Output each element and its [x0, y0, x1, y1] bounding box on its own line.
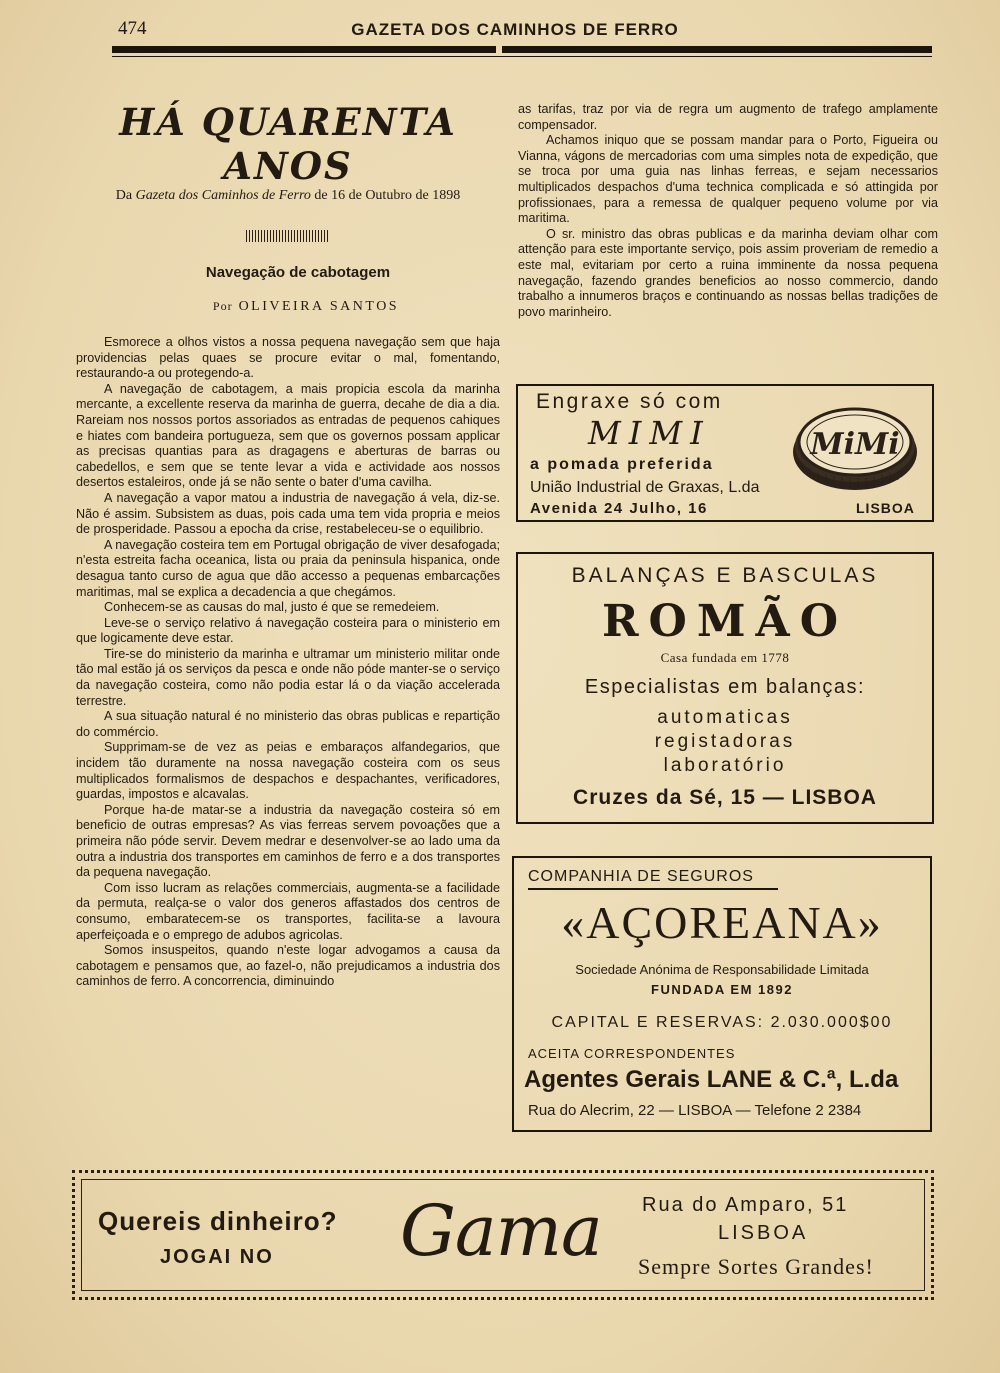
byline-por: Por	[212, 299, 233, 313]
article-right-column	[518, 102, 938, 320]
article-subtitle: Navegação de cabotagem	[205, 264, 391, 281]
romao-type: registadoras	[654, 731, 796, 752]
romao-specialty: Especialistas em balanças:	[584, 676, 866, 698]
romao-type: laboratório	[663, 755, 787, 776]
acoreana-underline	[528, 888, 778, 890]
romao-type: automaticas	[657, 707, 793, 728]
romao-address: Cruzes da Sé, 15 — LISBOA	[573, 786, 877, 809]
header-rule-right	[502, 46, 932, 53]
romao-brand: ROMÃO	[601, 596, 849, 647]
acoreana-capital: CAPITAL E RESERVAS: 2.030.000$00	[551, 1014, 893, 1031]
paragraph: A navegação de cabotagem, a mais propicia escola da marinha mercante, a excellente reserva da marinha de guerra, decahe de dia a dia. Rareiam nos nossos portos assoriados as entradas de pequenos cahiques e hiates com bandeira portugueza, sem que os governos possam applicar as precisas quantias para as dragagens e aberturas de barras ou cabedellos, e sem que se tente levar a vida e actividade aos nossos desertos estaleiros, onde já se não sente o bater d'uma cavilha.	[76, 381, 500, 490]
byline-author: OLIVEIRA SANTOS	[238, 299, 400, 314]
gama-address: Rua do Amparo, 51	[642, 1194, 849, 1216]
acoreana-address: Rua do Alecrim, 22 — LISBOA — Telefone 2 2384	[528, 1102, 862, 1119]
gama-play: JOGAI NO	[160, 1246, 274, 1268]
acoreana-founded: FUNDADA EM 1892	[651, 982, 793, 997]
acoreana-agents: Agentes Gerais LANE & C.ª, L.da	[524, 1066, 899, 1093]
mimi-headline: Engraxe só com	[536, 390, 723, 413]
tin-label: MiMi	[810, 427, 900, 462]
mimi-brand: MIMI	[588, 414, 711, 452]
paragraph: Porque ha-de matar-se a industria da navegação costeira só em beneficio de outras empresas? As vias ferreas servem povoações que a primeira não póde servir. Devem medrar e desenvolver-se ao lado uma da outra a industria dos transportes em caminhos de ferro e a dos transportes da pequena navegação.	[76, 802, 500, 880]
paragraph: Tire-se do ministerio da marinha e ultramar um ministerio militar onde tão mal estão já os serviços da pesca e onde não póde manter-se o serviço da navegação costeira, como não podia estar lá o da viação accelerada terrestre.	[76, 646, 500, 708]
acoreana-correspondents: ACEITA CORRESPONDENTES	[528, 1046, 736, 1061]
mimi-address: Avenida 24 Julho, 16	[530, 500, 708, 517]
paragraph: Supprimam-se de vez as peias e embaraços alfandegarios, que incidem tão duramente na nossa navegação costeira com os seus multiplicados formalismos de despachos e despachantes, verificadores, guardas, impostos e alcavalas.	[76, 740, 500, 802]
header-rule-left	[112, 46, 496, 53]
paragraph: A navegação costeira tem em Portugal obrigação de viver desafogada; n'esta estreita facha oceanica, lista ou praia da peninsula hispanica, onde desagua tanto curso de agua que dão accesso a pequenas embarcações maritimas, mal se explica a decadencia a que chegámos.	[76, 537, 500, 599]
ad-gama-inner-frame	[81, 1179, 925, 1291]
ad-mimi	[516, 384, 934, 522]
article-title: HÁ QUARENTA ANOS	[119, 100, 457, 188]
article-byline	[112, 299, 500, 315]
acoreana-headline: COMPANHIA DE SEGUROS	[528, 868, 754, 885]
paragraph: O sr. ministro das obras publicas e da marinha deviam olhar com attenção para este importante serviço, pois assim proveriam de remedio a este mal, evitariam por certo a ruina imminente da nossa pequena navegação, fazendo grandes beneficios ao nosso commercio, dando trabalho a innumeros braços e continuando as nossas bellas tradições de povo marinheiro.	[518, 226, 938, 319]
running-title: GAZETA DOS CAMINHOS DE FERRO	[351, 20, 679, 39]
romao-types	[518, 706, 932, 778]
romao-founded: Casa fundada em 1778	[660, 650, 790, 665]
gama-city: LISBOA	[718, 1222, 809, 1244]
romao-headline: BALANÇAS E BASCULAS	[571, 564, 879, 587]
page-number: 474	[118, 18, 147, 39]
gama-slogan: Sempre Sortes Grandes!	[638, 1254, 874, 1279]
article-left-column	[76, 100, 500, 990]
header-rule-thin	[112, 56, 932, 57]
ad-romao	[516, 552, 934, 824]
mimi-company: União Industrial de Graxas, L.da	[530, 479, 760, 496]
ad-acoreana	[512, 856, 932, 1132]
source-journal: Gazeta dos Caminhos de Ferro	[135, 188, 311, 203]
article-source	[76, 188, 500, 204]
paragraph: Esmorece a olhos vistos a nossa pequena navegação sem que haja providencias pelas quaes se procure evitar o mal, fomentando, restaurando-a ou protegendo-a.	[76, 335, 500, 381]
source-suffix: de 16 de Outubro de 1898	[310, 188, 461, 203]
polish-tin-icon	[790, 394, 920, 494]
ornament-divider	[246, 230, 330, 242]
acoreana-legal: Sociedade Anónima de Responsabilidade Limitada	[575, 962, 869, 977]
gama-question: Quereis dinheiro?	[98, 1206, 338, 1236]
paragraph: Leve-se o serviço relativo á navegação costeira para o ministerio em que logicamente deve estar.	[76, 615, 500, 646]
paragraph: Somos insuspeitos, quando n'este logar advogamos a causa da cabotagem e pensamos que, ao fazel-o, não prejudicamos a industria dos caminhos de ferro. A concorrencia, diminuindo	[76, 943, 500, 989]
paragraph: A sua situação natural é no ministerio das obras publicas e repartição do commércio.	[76, 709, 500, 739]
article-body	[76, 335, 500, 990]
source-prefix: Da	[115, 188, 136, 203]
mimi-city: LISBOA	[856, 500, 915, 516]
gama-brand: Gama	[400, 1190, 602, 1272]
acoreana-brand: «AÇOREANA»	[561, 897, 883, 948]
paragraph: A navegação a vapor matou a industria de navegação á vela, diz-se. Não é assim. Subsistem as duas, pois cada uma tem vida propria e meios de prosperidade. Passou a epocha da crise, restabeleceu-se o equilibrio.	[76, 490, 500, 537]
paragraph: Com isso lucram as relações commerciais, augmenta-se a facilidade da permuta, realça-se o valor dos generos affastados dos centros de consumo, embaratecem-se os transportes, facilita-se a lavoura aperfeiçoada e o emprego de adubos agricolas.	[76, 880, 500, 942]
ad-gama	[72, 1170, 934, 1300]
paragraph: Achamos iniquo que se possam mandar para o Porto, Figueira ou Vianna, vágons de mercadorias com uma simples nota de expedição, que se troca por uma guia nas linhas ferreas, e sejam necessarios multiplicados despachos d'uma technica complicada e só attingida por profissionaes, para a remessa de qualquer pequeno volume por via maritima.	[518, 133, 938, 226]
paragraph: as tarifas, traz por via de regra um augmento de trafego amplamente compensador.	[518, 102, 938, 132]
paragraph: Conhecem-se as causas do mal, justo é que se remedeiem.	[104, 600, 440, 615]
mimi-tagline: a pomada preferida	[530, 456, 714, 473]
